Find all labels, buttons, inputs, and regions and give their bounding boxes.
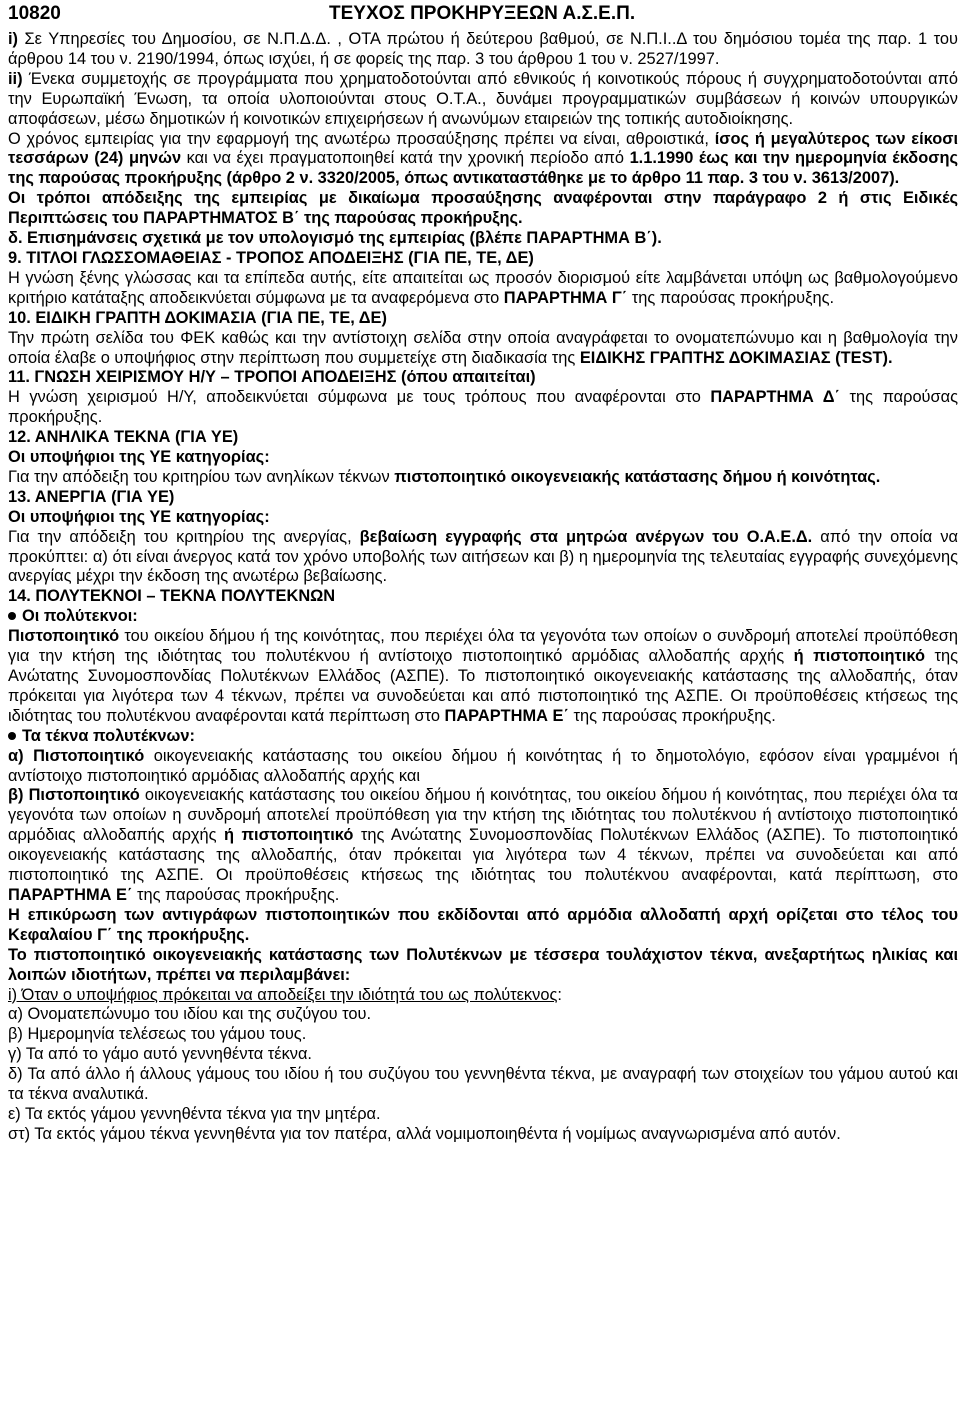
text-run: α) Ονοματεπώνυμο του ιδίου και της συζύγου του. [8,1005,371,1024]
section-12-heading [8,428,958,448]
text-run: Οι υποψήφιοι της ΥΕ κατηγορίας: [8,448,270,467]
text-run: γ) Τα από το γάμο αυτό γεννηθέντα τέκνα. [8,1045,312,1064]
list-item-st [8,1125,958,1145]
section-13-subheading [8,508,958,528]
text-run: ΠΑΡΑΡΤΗΜΑ Ε΄ [8,885,133,904]
section-14-polyteknoi-text [8,627,958,727]
text-run: ε) Τα εκτός γάμου γεννηθέντα τέκνα για την μητέρα. [8,1104,381,1123]
text-run: από την οποία να προκύπτει: α) ότι είναι άνεργος κατά τον χρόνο υποβολής των αιτήσεων και β) η ημερομηνία της τελευταίας εγγραφής συνεχόμενης ανεργίας μέχρι την έκδοση της ανωτέρω βεβαίωσης. [8,527,958,586]
text-run: 11. ΓΝΩΣΗ ΧΕΙΡΙΣΜΟΥ Η/Υ – ΤΡΟΠΟΙ ΑΠΟΔΕΙΞΗΣ (όπου απαιτείται) [8,368,536,387]
certification-note [8,906,958,946]
text-run: ΠΑΡΑΡΤΗΜΑ Δ΄ [710,388,841,407]
text-run: 1.1.1990 έως και την ημερομηνία έκδοσης της παρούσας προκήρυξης (άρθρο 2 ν. 3320/2005, όπως αντικαταστάθηκε με το άρθρο 11 παρ. 3 του ν. 3613/2007). [8,149,958,188]
section-14-heading [8,587,958,607]
text-run: ή πιστοποιητικό [793,647,926,666]
text-run: της παρούσας προκήρυξης. [132,885,340,904]
family-status-requirements [8,946,958,986]
text-run: οικογενειακής κατάστασης του οικείου δήμου ή κοινότητας ή το δημοτολόγιο, εφόσον είναι γραμμένοι ή αντίστοιχο πιστοποιητικό αρμόδιας αλλοδαπής αρχής και [8,746,958,785]
bullet-icon [8,612,16,620]
text-run: δ. Επισημάνσεις σχετικά με τον υπολογισμό της εμπειρίας (βλέπε ΠΑΡΑΡΤΗΜΑ Β΄). [8,229,662,248]
text-run: Οι υποψήφιοι της ΥΕ κατηγορίας: [8,507,270,526]
paragraph-ii [8,70,958,130]
text-run: 10. ΕΙΔΙΚΗ ΓΡΑΠΤΗ ΔΟΚΙΜΑΣΙΑ (ΓΙΑ ΠΕ, ΤΕ, ΔΕ) [8,308,387,327]
text-run: 13. ΑΝΕΡΓΙΑ (ΓΙΑ ΥΕ) [8,487,175,506]
text-run: Οι τρόποι απόδειξης της εμπειρίας με δικαίωμα προσαύξησης αναφέρονται στην παράγραφο 2 ή στις Ειδικές Περιπτώσεις του ΠΑΡΑΡΤΗΜΑΤΟΣ Β΄ της παρούσας προκήρυξης. [8,189,958,228]
text-run: Τα τέκνα πολυτέκνων: [22,726,195,745]
text-run: i) [8,30,25,48]
section-9-heading [8,249,958,269]
section-12-text [8,468,958,488]
text-run: 14. ΠΟΛΥΤΕΚΝΟΙ – ΤΕΚΝΑ ΠΟΛΥΤΕΚΝΩΝ [8,587,336,606]
text-run: 12. ΑΝΗΛΙΚΑ ΤΕΚΝΑ (ΓΙΑ ΥΕ) [8,428,239,447]
text-run: βεβαίωση εγγραφής στα μητρώα ανέργων του Ο.Α.Ε.Δ. [359,527,813,546]
text-run: δ) Τα από άλλο ή άλλους γάμους του ιδίου ή του συζύγου του γεννηθέντα τέκνα, με αναγραφή των στοιχείων του γάμου αυτού και τα τέκνα αναλυτικά. [8,1065,958,1104]
text-run: β) Πιστοποιητικό [8,786,140,805]
text-run: Σε Υπηρεσίες του Δημοσίου, σε Ν.Π.Δ.Δ. , ΟΤΑ πρώτου ή δεύτερου βαθμού, σε Ν.Π.Ι..Δ του δημόσιου τομέα της παρ. 1 του άρθρου 14 του ν. 2190/1994, όπως ισχύει, ή σε φορείς της παρ. 3 του άρθρου 1 του ν. 2527/1997. [8,30,958,68]
section-14-item-a [8,747,958,787]
text-run: της παρούσας προκήρυξης. [8,388,959,427]
section-10-text [8,329,958,369]
text-run: οικογενειακής κατάστασης του οικείου δήμου ή κοινότητας, του οικείου δήμου ή κοινότητας, που περιέχει όλα τα γεγονότα των οποίων η συνδρομή αποτελεί προϋπόθεση για την κτήση της ιδιότητας του πολυτέκνου ή αντίστοιχο πιστοποιητικό αρμόδιας αλλοδαπής αρχής [8,786,958,845]
paragraph-experience-time [8,130,958,190]
text-run: Η επικύρωση των αντιγράφων πιστοποιητικών που εκδίδονται από αρμόδια αλλοδαπή αρχή ορίζεται στο τέλος του Κεφαλαίου Γ΄ της προκήρυξης. [8,905,958,944]
list-item-a [8,1005,958,1025]
text-run: ΕΙΔΙΚΗΣ ΓΡΑΠΤΗΣ ΔΟΚΙΜΑΣΙΑΣ (TEST). [579,348,893,367]
list-item-e [8,1105,958,1125]
section-14-item-b [8,786,958,905]
list-item-c [8,1045,958,1065]
text-run: του οικείου δήμου ή της κοινότητας, που περιέχει όλα τα γεγονότα των οποίων ο συνδρομή αποτελεί προϋπόθεση για την κτήση της ιδιότητας του πολυτέκνου ή αντίστοιχο πιστοποιητικό αρμόδιας αλλοδαπής αρχής [8,627,958,666]
bullet-tekna-polyteknon [8,727,958,747]
list-item-b [8,1025,958,1045]
text-run: Η γνώση ξένης γλώσσας και τα επίπεδα αυτής, είτε απαιτείται ως προσόν διορισμού είτε λαμβάνεται υπόψη ως βαθμολογούμενο κριτήριο κατάταξης αποδεικνύεται σύμφωνα με τα αναφερόμενα στο [8,268,958,307]
text-run: της Ανώτατης Συνομοσπονδίας Πολυτέκνων Ελλάδος (ΑΣΠΕ). Το πιστοποιητικό οικογενειακής κατάστασης της αλλοδαπής, όταν πρόκειται για λιγότερα των 4 τέκνων, πρέπει να συνοδεύεται και από πιστοποιητικό της ΑΣΠΕ. Οι προϋποθέσεις κτήσεως της ιδιότητας του πολυτέκνου αναφέρονται, κατά περίπτωση, στο [8,826,958,885]
bullet-polyteknoi-label [22,607,138,625]
bullet-polyteknoi [8,607,958,627]
text-run: ii) [8,69,29,88]
text-run: Την πρώτη σελίδα του ΦΕΚ καθώς και την αντίστοιχη σελίδα στην οποία αναγράφεται το ονοματεπώνυμο και η βαθμολογία την οποία έλαβε ο υποψήφιος στην περίπτωση που συμμετείχε στη διαδικασία της [8,328,958,367]
requirement-i [8,986,958,1006]
text-run: Πιστοποιητικό [8,627,120,646]
section-11-text [8,388,958,428]
text-run: ίσος ή μεγαλύτερος των είκοσι τεσσάρων (24) μηνών [8,129,958,168]
text-run: 9. ΤΙΤΛΟΙ ΓΛΩΣΣΟΜΑΘΕΙΑΣ - ΤΡΟΠΟΣ ΑΠΟΔΕΙΞΗΣ (ΓΙΑ ΠΕ, ΤΕ, ΔΕ) [8,248,534,267]
text-run: Οι πολύτεκνοι: [22,607,138,626]
text-run: πιστοποιητικό οικογενειακής κατάστασης δήμου ή κοινότητας. [394,467,881,486]
text-run: Το πιστοποιητικό οικογενειακής κατάστασης των Πολυτέκνων με τέσσερα τουλάχιστον τέκνα, ανεξαρτήτως ηλικίας και λοιπών ιδιοτήτων, πρέπει να περιλαμβάνει: [8,945,958,984]
publication-title: ΤΕΥΧΟΣ ΠΡΟΚΗΡΥΞΕΩΝ Α.Σ.Ε.Π. [329,3,636,24]
text-run: α) Πιστοποιητικό [8,746,145,765]
section-10-heading [8,309,958,329]
page-number: 10820 [8,3,61,24]
text-run: Ένεκα συμμετοχής σε προγράμματα που χρηματοδοτούνται από εθνικούς ή κοινοτικούς πόρους ή συγχρηματοδοτούνται από την Ευρωπαϊκή Ένωση, τα οποία υλοποιούνται στους Ο.Τ.Α., δυνάμει προγραμματικών συμβάσεων ή κοινών υπουργικών αποφάσεων, μέσω δημοτικών ή κοινοτικών επιχειρήσεων ή ανωνύμων εταιρειών της τοπικής αυτοδιοίκησης. [8,69,959,128]
text-run: Η γνώση χειρισμού Η/Υ, αποδεικνύεται σύμφωνα με τους τρόπους που αναφέρονται στο [8,388,711,407]
page-header [8,0,958,30]
text-run: της παρούσας προκήρυξης. [568,706,776,725]
section-13-text [8,528,958,588]
text-run: i) Όταν ο υποψήφιος πρόκειται να αποδείξει την ιδιότητά του ως πολύτεκνος: [8,985,562,1004]
section-11-heading [8,368,958,388]
text-run: Για την απόδειξη του κριτηρίου των ανηλίκων τέκνων [8,467,395,486]
section-9-text [8,269,958,309]
text-run: Ο χρόνος εμπειρίας για την εφαρμογή της ανωτέρω προσαύξησης πρέπει να είναι, αθροιστικά, [8,129,715,148]
text-run: και να έχει πραγματοποιηθεί κατά την χρονική περίοδο από [181,149,630,168]
text-run: της Ανώτατης Συνομοσπονδίας Πολυτέκνων Ελλάδος (ΑΣΠΕ). Το πιστοποιητικό οικογενειακής κατάστασης της αλλοδαπής, όταν πρόκειται για λιγότερα των 4 τέκνων, πρέπει να συνοδεύεται και από πιστοποιητικό της ΑΣΠΕ. Οι προϋποθέσεις κτήσεως της ιδιότητας του πολυτέκνου αναφέρονται κατά περίπτωση στο [8,647,958,725]
bullet-icon [8,732,16,740]
text-run: ΠΑΡΑΡΤΗΜΑ Ε΄ [444,706,569,725]
section-12-subheading [8,448,958,468]
text-run: Για την απόδειξη του κριτηρίου της ανεργίας, [8,527,360,546]
text-run: ή πιστοποιητικό [224,826,354,845]
text-run: ΠΑΡΑΡΤΗΜΑ Γ΄ [503,288,628,307]
text-run: στ) Τα εκτός γάμου τέκνα γεννηθέντα για τον πατέρα, αλλά νομιμοποιηθέντα ή νομίμως αναγνωρισμένα από αυτόν. [8,1124,841,1143]
text-run: της παρούσας προκήρυξης. [627,288,835,307]
paragraph-i [8,30,958,70]
section-delta-heading [8,229,958,249]
section-13-heading [8,488,958,508]
paragraph-proof-methods [8,189,958,229]
text-run: β) Ημερομηνία τελέσεως του γάμου τους. [8,1025,307,1044]
list-item-d [8,1065,958,1105]
bullet-tekna-label [22,727,195,745]
